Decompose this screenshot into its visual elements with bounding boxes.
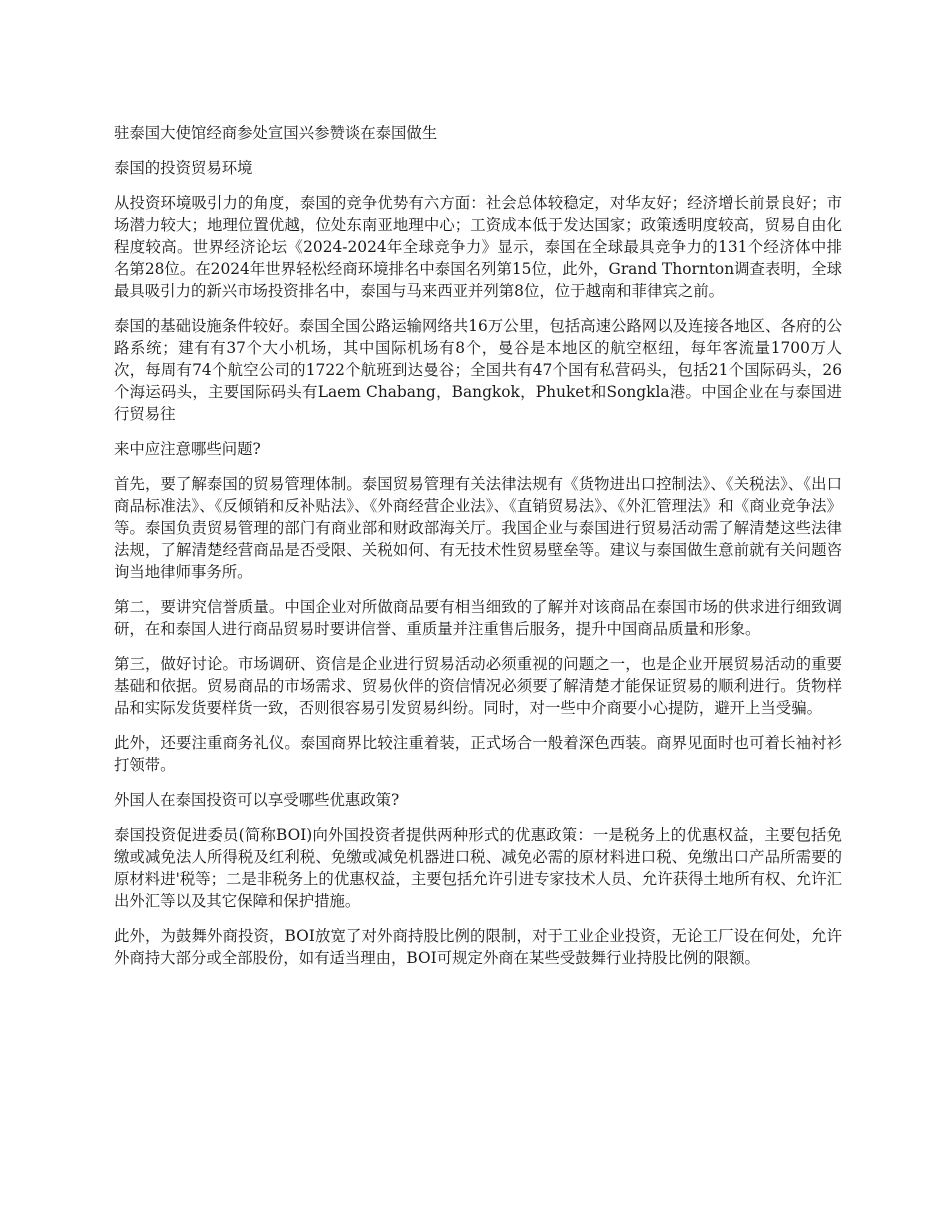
- paragraph-business-etiquette: 此外，还要注重商务礼仪。泰国商界比较注重着装，正式场合一般着深色西装。商界见面时也可着长袖衬衫打领带。: [114, 734, 842, 774]
- document-page: [114, 122, 842, 982]
- section-heading-investment-environment: 泰国的投资贸易环境: [114, 159, 253, 177]
- paragraph-foreign-ownership: 此外，为鼓舞外商投资，BOI放宽了对外商持股比例的限制，对于工业企业投资，无论工厂设在何处，允许外商持大部分或全部股份，如有适当理由，BOI可规定外商在某些受鼓舞行业持股比例的限额。: [114, 927, 842, 967]
- document-title: 驻泰国大使馆经商参处宣国兴参赞谈在泰国做生: [114, 124, 438, 142]
- paragraph-trade-management: 首先，要了解泰国的贸易管理体制。泰国贸易管理有关法律法规有《货物进出口控制法》、《关税法》、《出口商品标准法》、《反倾销和反补贴法》、《外商经营企业法》、《直销贸易法》、《外汇管理法》和《商业竞争法》等。泰国负责贸易管理的部门有商业部和财政部海关厅。我国企业与泰国进行贸易活动需了解清楚这些法律法规，了解清楚经营商品是否受限、关税如何、有无技术性贸易壁垒等。建议与泰国做生意前就有关问题咨询当地律师事务所。: [114, 475, 842, 581]
- paragraph-credit-quality: 第二，要讲究信誉质量。中国企业对所做商品要有相当细致的了解并对该商品在泰国市场的供求进行细致调研，在和泰国人进行商品贸易时要讲信誉、重质量并注重售后服务，提升中国商品质量和形象。: [114, 598, 842, 638]
- section-heading-incentives: 外国人在泰国投资可以享受哪些优惠政策?: [114, 791, 400, 809]
- section-heading-trade-issues: 来中应注意哪些问题?: [114, 440, 261, 458]
- paragraph-market-research: 第三，做好讨论。市场调研、资信是企业进行贸易活动必须重视的问题之一，也是企业开展贸易活动的重要基础和依据。贸易商品的市场需求、贸易伙伴的资信情况必须要了解清楚才能保证贸易的顺利进行。货物样品和实际发货要样货一致，否则很容易引发贸易纠纷。同时，对一些中介商要小心提防，避开上当受骗。: [114, 655, 842, 717]
- paragraph-infrastructure: 泰国的基础设施条件较好。泰国全国公路运输网络共16万公里，包括高速公路网以及连接各地区、各府的公路系统；建有有37个大小机场，其中国际机场有8个，曼谷是本地区的航空枢纽，每年客流量1700万人次，每周有74个航空公司的1722个航班到达曼谷；全国共有47个国有私营码头，包括21个国际码头，26个海运码头，主要国际码头有Laem Chabang，Bangkok，Phuket和Songkla港。中国企业在与泰国进行贸易往: [114, 317, 842, 423]
- paragraph-competitive-advantages: 从投资环境吸引力的角度，泰国的竞争优势有六方面：社会总体较稳定，对华友好；经济增长前景良好；市场潜力较大；地理位置优越，位处东南亚地理中心；工资成本低于发达国家；政策透明度较高，贸易自由化程度较高。世界经济论坛《2024-2024年全球竞争力》显示，泰国在全球最具竞争力的131个经济体中排名第28位。在2024年世界轻松经商环境排名中泰国名列第15位，此外，Grand Thornton调查表明，全球最具吸引力的新兴市场投资排名中，泰国与马来西亚并列第8位，位于越南和菲律宾之前。: [114, 194, 842, 300]
- paragraph-boi-incentives: 泰国投资促进委员(简称BOI)向外国投资者提供两种形式的优惠政策：一是税务上的优惠权益，主要包括免缴或减免法人所得税及红利税、免缴或减免机器进口税、减免必需的原材料进口税、免缴出口产品所需要的原材料进'税等；二是非税务上的优惠权益，主要包括允许引进专家技术人员、允许获得土地所有权、允许汇出外汇等以及其它保障和保护措施。: [114, 826, 842, 910]
